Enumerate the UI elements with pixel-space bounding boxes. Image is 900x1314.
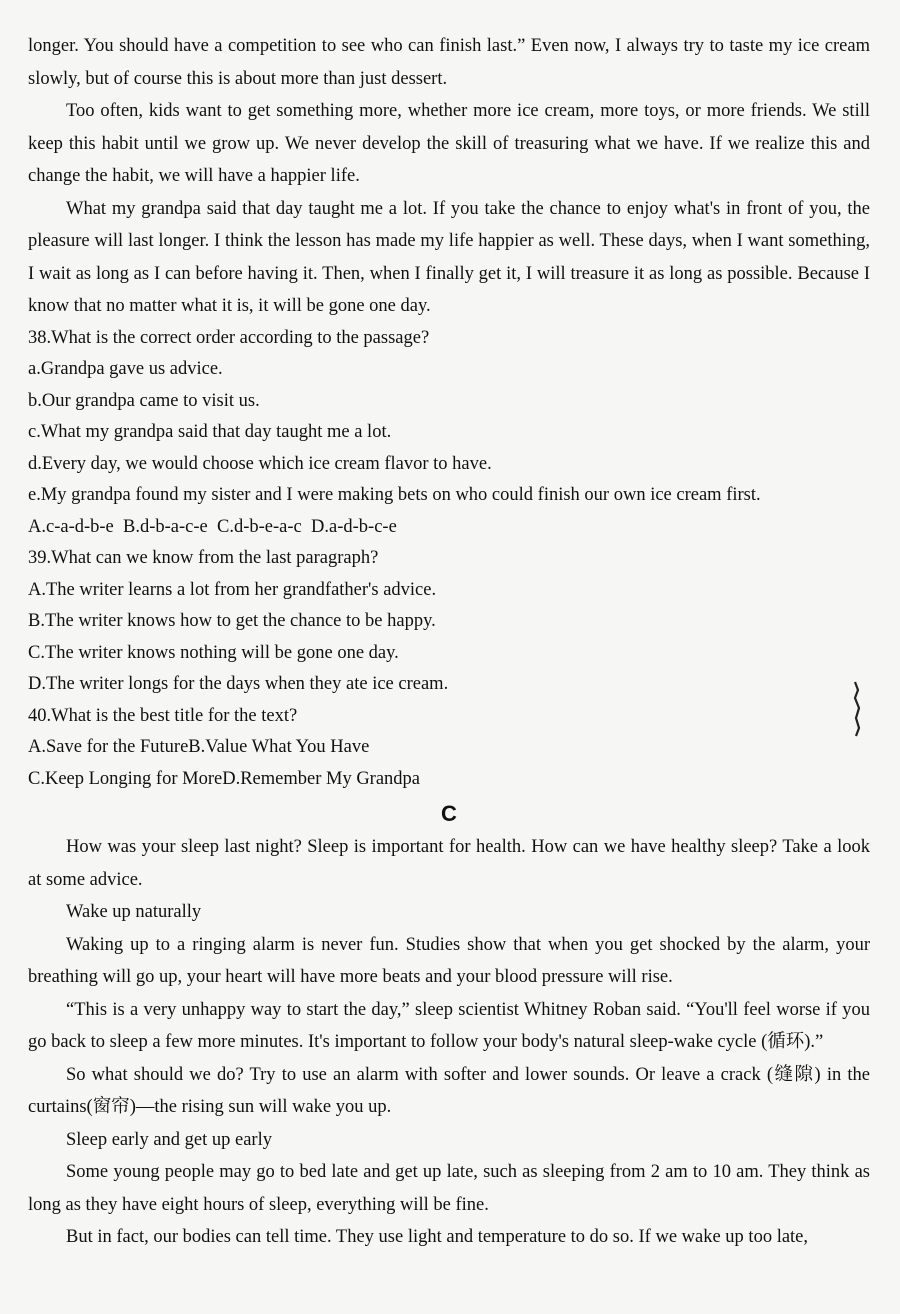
paragraph-lesson: What my grandpa said that day taught me a lot. If you take the chance to enjoy what's in front of you, the pleasure will last longer. I think the lesson has made my life happier as well. These days, when I want something, I wait as long as I can before having it. Then, when I finally get it, I will treasure it as long as possible. Because I know that no matter what it is, it will be gone one day. (28, 198, 870, 316)
question-38 (28, 323, 870, 544)
section-c-heading-sleep-early: Sleep early and get up early (66, 1129, 272, 1150)
question-40-text: 40.What is the best title for the text? (28, 705, 298, 726)
question-38-item-e: e.My grandpa found my sister and I were making bets on who could finish our own ice cream first. (28, 485, 761, 505)
paragraph-habit: Too often, kids want to get something more, whether more ice cream, more toys, or more friends. We still keep this habit until we grow up. We never develop the skill of treasuring what we have. If we realize this and change the habit, we will have a happier life. (28, 101, 870, 186)
section-c-paragraph-late: Some young people may go to bed late and get up late, such as sleeping from 2 am to 10 am. They think as long as they have eight hours of sleep, everything will be fine. (28, 1162, 870, 1215)
question-39-text: 39.What can we know from the last paragraph? (28, 548, 379, 568)
option-b[interactable]: B.d-b-a-c-e (123, 516, 208, 537)
question-38-item-b: b.Our grandpa came to visit us. (28, 390, 260, 411)
question-40-options-row2 (28, 764, 870, 796)
question-38-text: 38.What is the correct order according to the passage? (28, 327, 430, 348)
question-38-item-a: a.Grandpa gave us advice. (28, 359, 223, 379)
option-d[interactable]: D.a-d-b-c-e (311, 516, 397, 537)
paragraph-continued: longer. You should have a competition to see who can finish last.” Even now, I always try to taste my ice cream slowly, but of course this is about more than just dessert. (28, 36, 870, 89)
option-c[interactable]: C.Keep Longing for More (28, 768, 223, 789)
question-38-item-d: d.Every day, we would choose which ice cream flavor to have. (28, 453, 492, 474)
option-a[interactable]: A.Save for the Future (28, 737, 189, 757)
section-c-paragraph-quote: “This is a very unhappy way to start the day,” sleep scientist Whitney Roban said. “You'll feel worse if you go back to sleep a few more minutes. It's important to follow your body's natural sleep-wake cycle (循环).” (28, 999, 870, 1052)
question-40-options-row1 (28, 732, 870, 764)
section-c-intro: How was your sleep last night? Sleep is important for health. How can we have healthy sleep? Take a look at some advice. (28, 837, 870, 890)
option-d[interactable]: D.The writer longs for the days when they ate ice cream. (28, 674, 449, 694)
section-c-paragraph-advice: So what should we do? Try to use an alarm with softer and lower sounds. Or leave a crack (缝隙) in the curtains(窗帘)—the rising sun will wake you up. (28, 1064, 870, 1117)
option-c[interactable]: C.The writer knows nothing will be gone one day. (28, 642, 399, 663)
question-39 (28, 543, 870, 701)
option-b[interactable]: B.Value What You Have (188, 737, 370, 757)
question-40 (28, 701, 870, 796)
option-c[interactable]: C.d-b-e-a-c (217, 516, 302, 537)
option-a[interactable]: A.c-a-d-b-e (28, 516, 114, 537)
section-c-paragraph-alarm: Waking up to a ringing alarm is never fun. Studies show that when you get shocked by the alarm, your breathing will go up, your heart will have more beats and your blood pressure will rise. (28, 934, 870, 987)
question-38-item-c: c.What my grandpa said that day taught me a lot. (28, 422, 392, 442)
section-c-paragraph-body-clock: But in fact, our bodies can tell time. They use light and temperature to do so. If we wake up too late, (66, 1227, 809, 1247)
section-c-label: C (441, 801, 457, 826)
option-d[interactable]: D.Remember My Grandpa (222, 768, 421, 789)
scan-artifact-icon (850, 678, 864, 738)
section-c-heading-wake: Wake up naturally (66, 902, 202, 922)
option-b[interactable]: B.The writer knows how to get the chance to be happy. (28, 611, 436, 631)
question-38-options (28, 512, 870, 544)
option-a[interactable]: A.The writer learns a lot from her grandfather's advice. (28, 579, 437, 600)
